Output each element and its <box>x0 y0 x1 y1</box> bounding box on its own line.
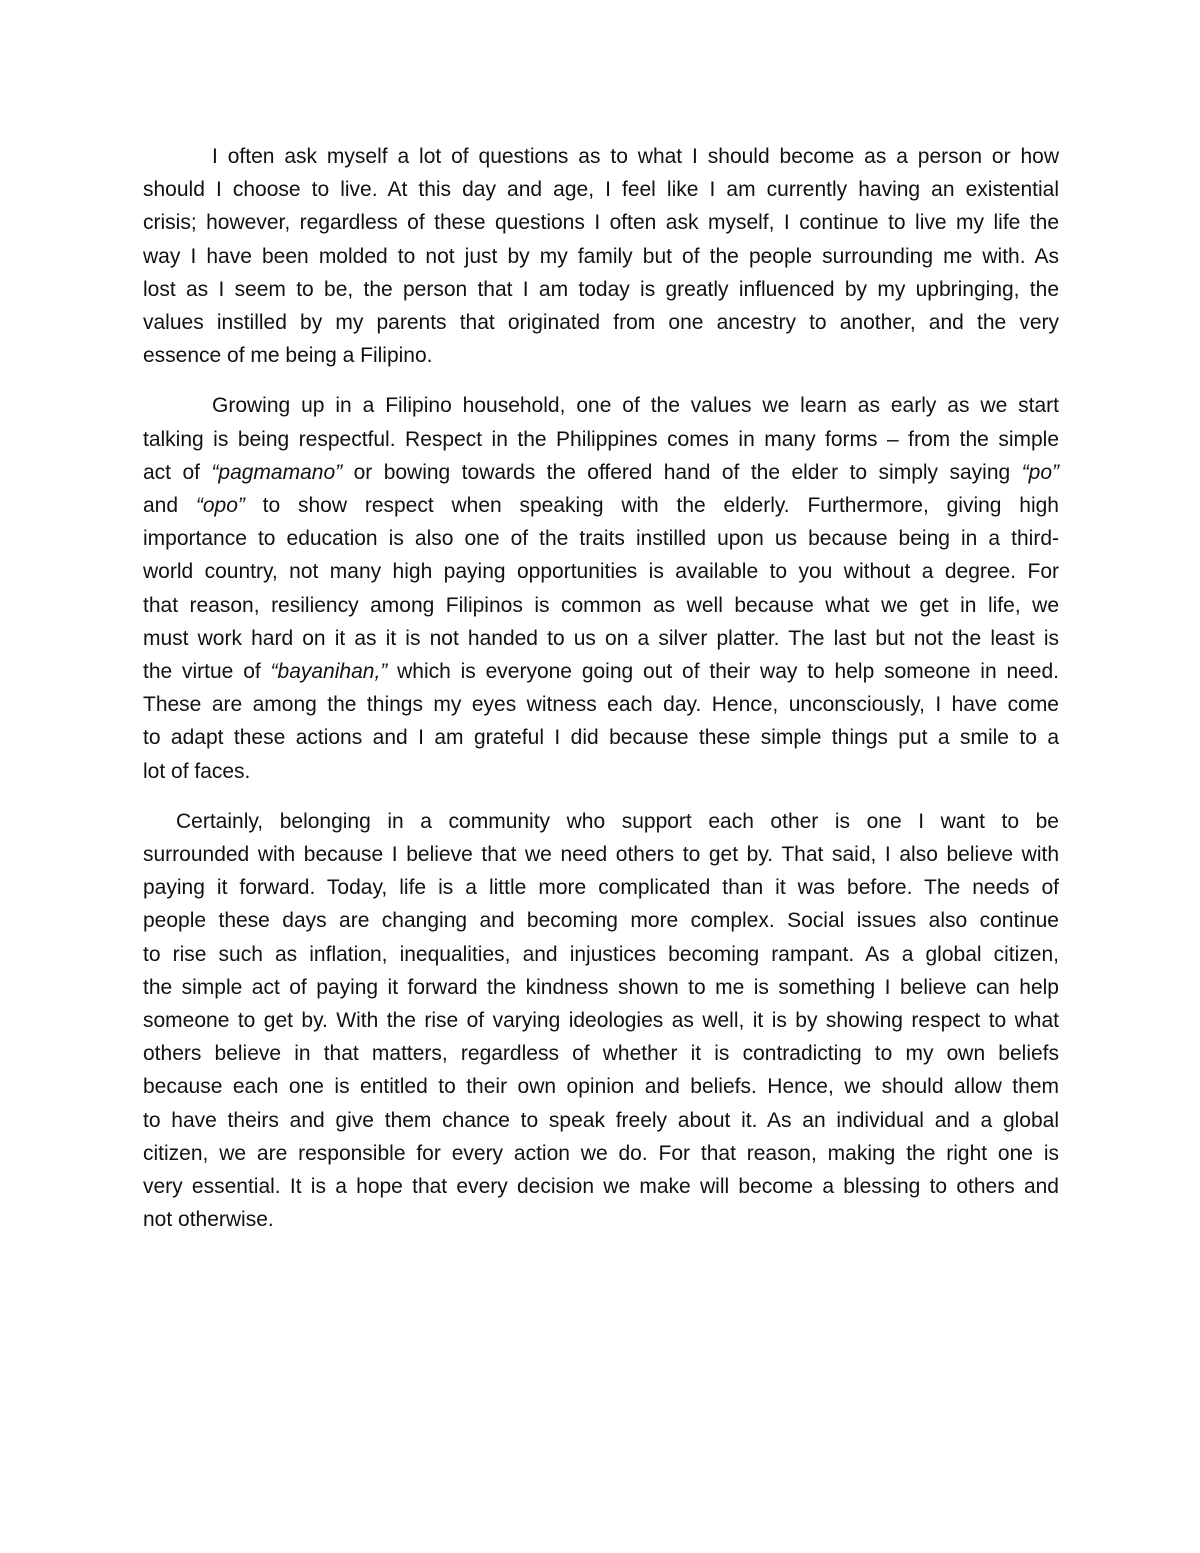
paragraph-line: must work hard on it as it is not handed to us on a silver platter. The last but not the least is <box>143 626 1059 650</box>
italic-term-bayanihan: “bayanihan,” <box>270 660 388 684</box>
paragraph-line: should I choose to live. At this day and age, I feel like I am currently having an existential <box>143 178 1059 202</box>
paragraph-line: crisis; however, regardless of these questions I often ask myself, I continue to live my life the <box>143 211 1059 235</box>
italic-term-pagmamano: “pagmamano” <box>211 460 343 484</box>
paragraph-line: world country, not many high paying opportunities is available to you without a degree. For <box>143 560 1059 584</box>
italic-term-opo: “opo” <box>195 494 245 518</box>
paragraph-line: people these days are changing and becoming more complex. Social issues also continue <box>143 909 1059 933</box>
paragraph-1 <box>143 140 1059 372</box>
paragraph-3 <box>143 805 1059 1237</box>
paragraph-line: way I have been molded to not just by my family but of the people surrounding me with. As <box>143 244 1059 268</box>
paragraph-line: because each one is entitled to their own opinion and beliefs. Hence, we should allow them <box>143 1075 1059 1099</box>
paragraph-line: I often ask myself a lot of questions as to what I should become as a person or how <box>212 145 1059 168</box>
paragraph-line: lot of faces. <box>143 759 251 783</box>
paragraph-line: that reason, resiliency among Filipinos is common as well because what we get in life, we <box>143 593 1059 617</box>
paragraph-line: talking is being respectful. Respect in the Philippines comes in many forms – from the simple <box>143 427 1059 451</box>
text-run: or bowing towards the offered hand of the elder to simply saying <box>342 460 1022 484</box>
paragraph-line: essence of me being a Filipino. <box>143 344 433 368</box>
paragraph-line <box>143 489 1059 522</box>
text-run: act of <box>143 460 212 484</box>
paragraph-line: to adapt these actions and I am grateful I did because these simple things put a smile to a <box>143 726 1059 750</box>
paragraph-line: lost as I seem to be, the person that I am today is greatly influenced by my upbringing, the <box>143 277 1059 301</box>
paragraph-line: Growing up in a Filipino household, one of the values we learn as early as we start <box>212 394 1059 418</box>
paragraph-line: citizen, we are responsible for every action we do. For that reason, making the right one is <box>143 1141 1059 1165</box>
paragraph-line: importance to education is also one of the traits instilled upon us because being in a third- <box>143 527 1059 551</box>
essay-body <box>143 140 1059 1237</box>
paragraph-line: values instilled by my parents that originated from one ancestry to another, and the very <box>143 311 1059 335</box>
text-run: the virtue of <box>143 660 271 684</box>
paragraph-line: very essential. It is a hope that every decision we make will become a blessing to others and <box>143 1175 1059 1199</box>
italic-term-po: “po” <box>1021 460 1059 484</box>
paragraph-2 <box>143 389 1059 787</box>
paragraph-line: someone to get by. With the rise of varying ideologies as well, it is by showing respect to what <box>143 1009 1059 1033</box>
text-run: which is everyone going out of their way to help someone in need. <box>387 660 1059 684</box>
paragraph-line <box>143 456 1059 489</box>
paragraph-line: surrounded with because I believe that we need others to get by. That said, I also believe with <box>143 843 1059 867</box>
paragraph-line: to have theirs and give them chance to speak freely about it. As an individual and a global <box>143 1108 1059 1132</box>
text-run: to show respect when speaking with the elderly. Furthermore, giving high <box>244 494 1059 518</box>
paragraph-line <box>143 655 1059 688</box>
paragraph-line: Certainly, belonging in a community who support each other is one I want to be <box>176 809 1059 833</box>
paragraph-line: These are among the things my eyes witness each day. Hence, unconsciously, I have come <box>143 693 1059 717</box>
paragraph-line: others believe in that matters, regardless of whether it is contradicting to my own beliefs <box>143 1042 1059 1066</box>
paragraph-line: not otherwise. <box>143 1208 274 1232</box>
paragraph-line: paying it forward. Today, life is a little more complicated than it was before. The needs of <box>143 876 1059 900</box>
paragraph-line: to rise such as inflation, inequalities, and injustices becoming rampant. As a global citizen, <box>143 942 1059 966</box>
paragraph-line: the simple act of paying it forward the kindness shown to me is something I believe can help <box>143 975 1059 999</box>
text-run: and <box>143 494 196 518</box>
